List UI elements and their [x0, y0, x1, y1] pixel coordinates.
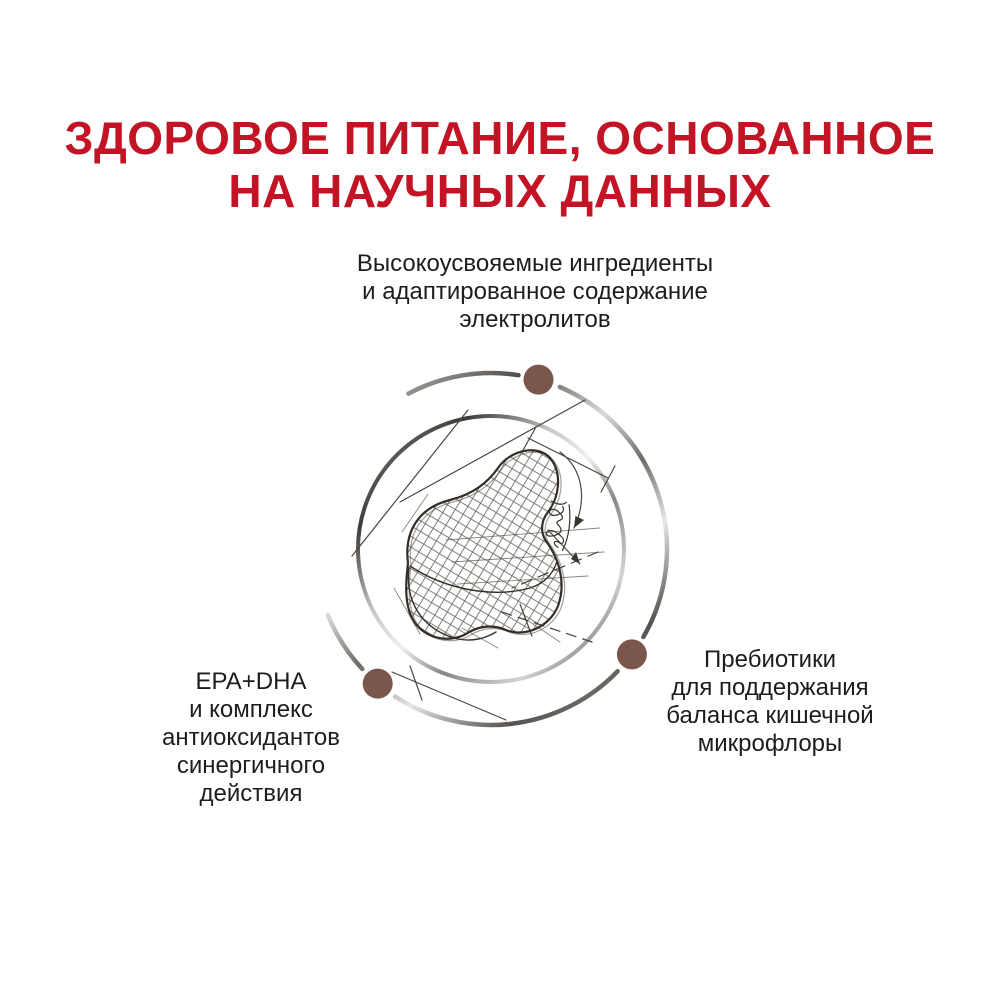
- feature-note-right-line: для поддержания: [671, 674, 869, 701]
- arrowhead-curved: [574, 516, 584, 528]
- outer-arc-top-left: [408, 373, 518, 394]
- feature-note-left-line: антиоксидантов: [162, 724, 340, 751]
- feature-note-right-line: микрофлоры: [697, 730, 843, 757]
- feature-note-left-line: действия: [199, 780, 303, 807]
- feature-note-left-line: EPA+DHA: [195, 668, 307, 695]
- bullet-dot-bottom-left: [363, 669, 393, 699]
- feature-note-right-line: баланса кишечной: [666, 702, 874, 729]
- feature-note-top-line: электролитов: [459, 306, 611, 333]
- page-title-line-1: ЗДОРОВОЕ ПИТАНИЕ, ОСНОВАННОЕ: [64, 112, 936, 164]
- feature-note-left-line: и комплекс: [189, 696, 313, 723]
- feature-note-right-line: Пребиотики: [704, 646, 836, 673]
- outer-arc-bottom-left: [328, 615, 363, 669]
- feature-note-left-line: синергичного: [176, 752, 326, 779]
- feature-note-top-line: Высокоусвояемые ингредиенты: [356, 250, 714, 277]
- bullet-dot-top: [524, 365, 554, 395]
- page-title-line-2: НА НАУЧНЫХ ДАННЫХ: [228, 165, 772, 217]
- bullet-dot-bottom-right: [617, 639, 647, 669]
- feature-note-top-line: и адаптированное содержание: [362, 278, 708, 305]
